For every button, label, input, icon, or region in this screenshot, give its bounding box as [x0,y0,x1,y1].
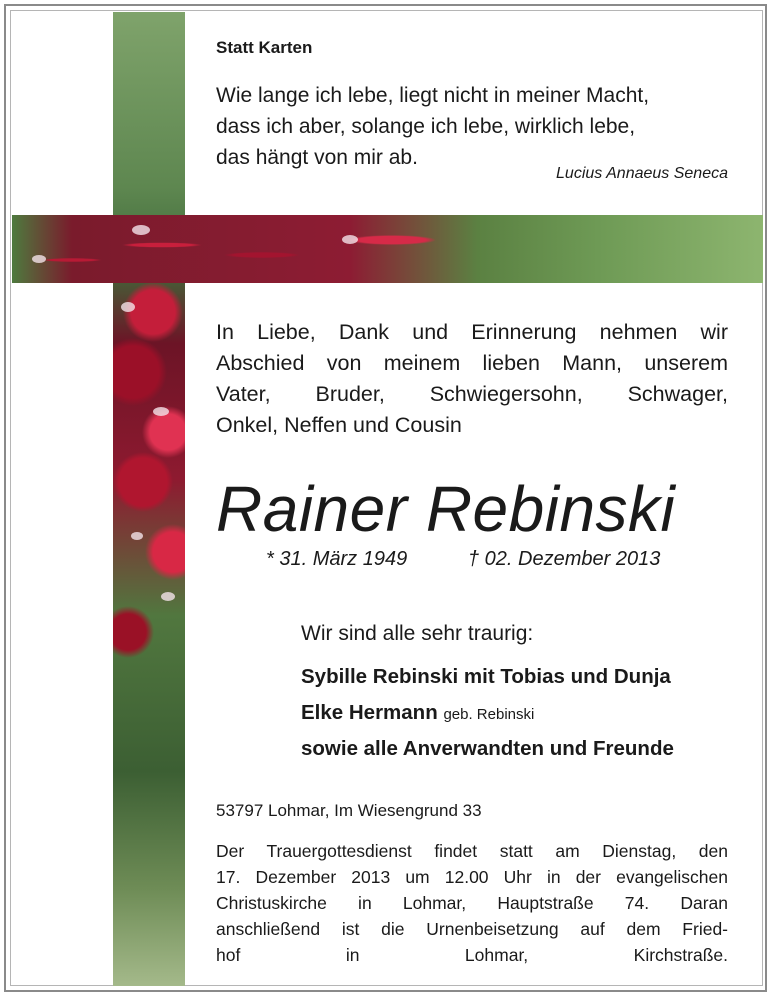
quote-line: Wie lange ich lebe, liegt nicht in meiner Macht, [216,84,650,107]
deceased-name: Rainer Rebinski [216,473,676,545]
quote-author: Lucius Annaeus Seneca [556,165,728,182]
service-line: anschließend ist die Urnenbeisetzung auf dem Fried- [216,919,728,939]
death-date: † 02. Dezember 2013 [468,548,661,570]
service-line: Der Trauergottesdienst findet statt am Dienstag, den [216,841,728,861]
cross-vertical-flower-image [113,12,185,986]
intro-line: Onkel, Neffen und Cousin [216,413,462,437]
mourners-intro: Wir sind alle sehr traurig: [301,622,534,645]
service-line: 17. Dezember 2013 um 12.00 Uhr in der evangelischen [216,867,728,887]
address: 53797 Lohmar, Im Wiesengrund 33 [216,801,482,820]
service-line: Christuskirche in Lohmar, Hauptstraße 74. Daran [216,893,728,913]
service-line: hof in Lohmar, Kirchstraße. [216,945,728,965]
birth-date: * 31. März 1949 [266,548,408,570]
intro-line: In Liebe, Dank und Erinnerung nehmen wir [216,320,728,344]
quote-line: dass ich aber, solange ich lebe, wirklich lebe, [216,115,636,138]
header-label: Statt Karten [216,38,313,57]
intro-line: Vater, Bruder, Schwiegersohn, Schwager, [216,382,728,406]
intro-line: Abschied von meinem lieben Mann, unserem [216,351,728,375]
mourner-birth-name: geb. Rebinski [443,706,535,723]
cross-horizontal-flower-image [12,215,763,283]
quote-line: das hängt von mir ab. [216,146,418,169]
mourner-line: Sybille Rebinski mit Tobias und Dunja [301,665,671,688]
mourner-line: sowie alle Anverwandten und Freunde [301,737,674,760]
mourner-name: Elke Hermann [301,701,438,724]
mourner-line [301,701,534,725]
